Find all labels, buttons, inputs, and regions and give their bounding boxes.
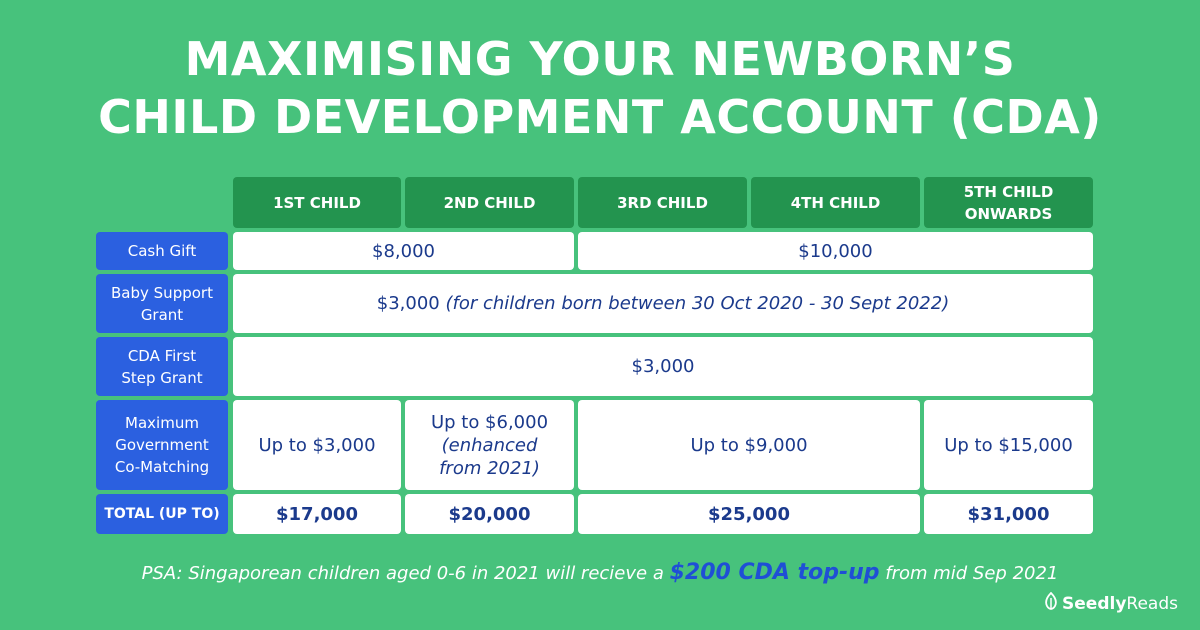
co-matching-5th-child-onwards: Up to $15,000 [924, 400, 1093, 490]
row-label-cash-gift: Cash Gift [96, 232, 228, 270]
row-label-baby-support-grant: Baby Support Grant [96, 274, 228, 333]
co-matching-1st-child: Up to $3,000 [233, 400, 401, 490]
baby-support-note: (for children born between 30 Oct 2020 - 30 Sept 2022) [445, 293, 950, 314]
logo-text-seedly: Seedly [1062, 593, 1127, 614]
total-2nd-child: $20,000 [405, 494, 574, 534]
logo-text-reads: Reads [1126, 593, 1178, 614]
cash-gift-3rd-onwards: $10,000 [578, 232, 1093, 270]
co-matching-2nd-note: (enhanced from 2021) [439, 434, 540, 479]
psa-suffix: from mid Sep 2021 [885, 563, 1059, 584]
psa-highlight: $200 CDA top-up [669, 560, 880, 585]
column-header-4th-child: 4TH CHILD [751, 177, 920, 228]
cda-first-step-grant-value: $3,000 [233, 337, 1093, 396]
row-label-cda-first-step-grant: CDA First Step Grant [96, 337, 228, 396]
column-header-3rd-child: 3RD CHILD [578, 177, 747, 228]
baby-support-amount: $3,000 [376, 293, 440, 314]
row-label-total: TOTAL (UP TO) [96, 494, 228, 534]
column-header-1st-child: 1ST CHILD [233, 177, 401, 228]
column-header-2nd-child: 2ND CHILD [405, 177, 574, 228]
psa-prefix: PSA: Singaporean children aged 0-6 in 2021 will recieve a [141, 563, 664, 584]
title-line-1: MAXIMISING YOUR NEWBORN’S [184, 32, 1016, 86]
title-line-2: CHILD DEVELOPMENT ACCOUNT (CDA) [98, 90, 1102, 144]
co-matching-3rd-4th-child: Up to $9,000 [578, 400, 920, 490]
total-1st-child: $17,000 [233, 494, 401, 534]
baby-support-grant-value [233, 274, 1093, 333]
seedly-reads-logo [1044, 592, 1178, 615]
column-header-5th-child-onwards: 5TH CHILD ONWARDS [924, 177, 1093, 228]
total-3rd-4th-child: $25,000 [578, 494, 920, 534]
cash-gift-1st-2nd: $8,000 [233, 232, 574, 270]
co-matching-2nd-amount: Up to $6,000 [430, 411, 549, 433]
co-matching-2nd-child [405, 400, 574, 490]
page-title [0, 30, 1200, 146]
psa-note [0, 560, 1200, 585]
row-label-co-matching: Maximum Government Co-Matching [96, 400, 228, 490]
total-5th-child-onwards: $31,000 [924, 494, 1093, 534]
seed-icon [1044, 592, 1058, 615]
